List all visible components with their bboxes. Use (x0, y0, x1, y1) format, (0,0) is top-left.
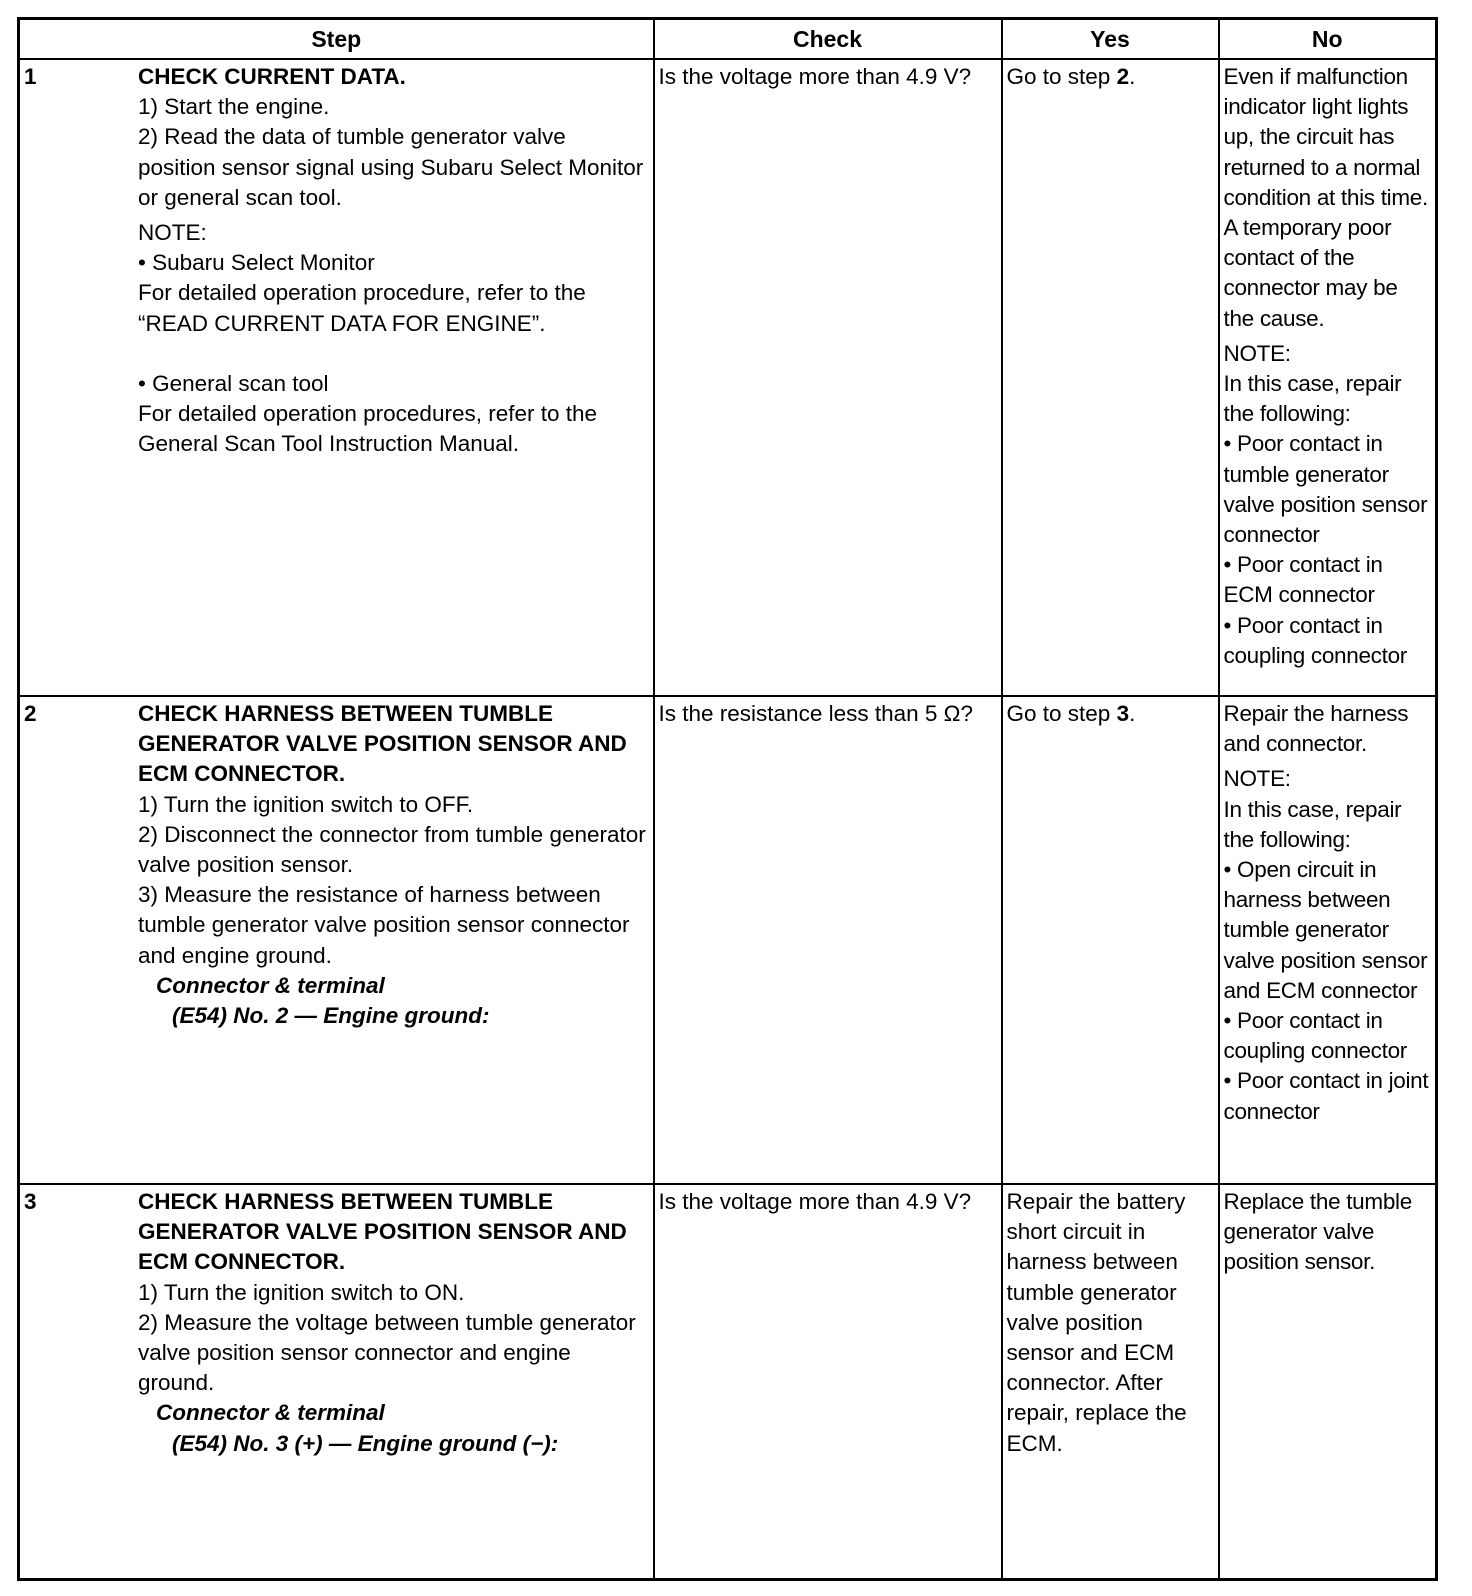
check-cell: Is the voltage more than 4.9 V? (654, 59, 1002, 696)
step-cell (19, 1184, 654, 1579)
step-cell (19, 59, 654, 696)
no-bullet: • Poor contact in joint connector (1223, 1068, 1429, 1124)
step-cell (19, 696, 654, 1184)
step-title: CHECK HARNESS BETWEEN TUMBLE GENERATOR VALVE POSITION SENSOR AND ECM CONNECTOR. (138, 1189, 627, 1275)
check-cell: Is the resistance less than 5 Ω? (654, 696, 1002, 1184)
step-instruction: 2) Read the data of tumble generator valve position sensor signal using Subaru Select Monitor or general scan tool. (138, 124, 644, 210)
note-bullet: • Subaru Select Monitor (138, 250, 375, 276)
no-bullet: • Poor contact in coupling connector (1223, 1008, 1407, 1064)
no-bullet: • Open circuit in harness between tumble generator valve position sensor and ECM connector (1223, 857, 1428, 1003)
yes-step-number: 2 (1116, 64, 1130, 89)
yes-step-number: 3 (1116, 701, 1130, 726)
step-instruction: 2) Disconnect the connector from tumble generator valve position sensor. (138, 821, 646, 878)
no-cell (1219, 696, 1437, 1184)
table-row (19, 696, 1437, 1184)
no-bullet: • Poor contact in ECM connector (1223, 552, 1383, 608)
step-instruction: 1) Turn the ignition switch to OFF. (138, 791, 474, 817)
yes-cell (1002, 59, 1219, 696)
step-title: CHECK HARNESS BETWEEN TUMBLE GENERATOR VALVE POSITION SENSOR AND ECM CONNECTOR. (138, 701, 627, 787)
no-text: Even if malfunction indicator light lights up, the circuit has returned to a normal condition at this time. A temporary poor contact of the connector may be the cause. (1223, 64, 1428, 331)
no-note-label: NOTE: (1223, 340, 1291, 366)
table-row (19, 59, 1437, 696)
no-bullet: • Poor contact in coupling connector (1223, 612, 1407, 668)
check-cell: Is the voltage more than 4.9 V? (654, 1184, 1002, 1579)
step-title: CHECK CURRENT DATA. (138, 64, 406, 89)
no-bullet: • Poor contact in tumble generator valve position sensor connector (1223, 431, 1428, 548)
no-note-intro: In this case, repair the following: (1223, 371, 1402, 427)
header-check: Check (654, 19, 1002, 60)
yes-suffix: . (1129, 701, 1136, 726)
no-note-label: NOTE: (1223, 766, 1291, 792)
yes-cell: Repair the battery short circuit in harness between tumble generator valve position sensor and ECM connector. After repair, replace the ECM. (1002, 1184, 1219, 1579)
yes-suffix: . (1129, 64, 1136, 89)
step-number: 3 (24, 1189, 37, 1214)
no-cell: Replace the tumble generator valve position sensor. (1219, 1184, 1437, 1579)
step-instruction: 1) Start the engine. (138, 94, 330, 120)
step-instruction: 3) Measure the resistance of harness between tumble generator valve position sensor connector and engine ground. (138, 882, 630, 968)
no-cell (1219, 59, 1437, 696)
header-row (19, 19, 1437, 60)
connector-label: Connector & terminal (156, 972, 385, 998)
yes-prefix: Go to step (1006, 64, 1117, 89)
note-text: For detailed operation procedure, refer to the “READ CURRENT DATA FOR ENGINE”. (138, 280, 586, 336)
header-yes: Yes (1002, 19, 1219, 60)
step-instruction: 2) Measure the voltage between tumble generator valve position sensor connector and engine ground. (138, 1309, 636, 1396)
step-number: 1 (24, 64, 37, 89)
connector-label: Connector & terminal (156, 1400, 385, 1426)
table-row (19, 1184, 1437, 1579)
yes-cell (1002, 696, 1219, 1184)
step-instruction: 1) Turn the ignition switch to ON. (138, 1279, 465, 1305)
connector-value: (E54) No. 3 (+) — Engine ground (−): (172, 1430, 559, 1456)
header-no: No (1219, 19, 1437, 60)
yes-prefix: Go to step (1006, 701, 1117, 726)
no-note-intro: In this case, repair the following: (1223, 796, 1402, 852)
header-step: Step (19, 19, 654, 60)
no-text: Repair the harness and connector. (1223, 701, 1409, 757)
note-label: NOTE: (138, 220, 207, 246)
diagnostic-table (17, 17, 1438, 1581)
connector-value: (E54) No. 2 — Engine ground: (172, 1003, 490, 1029)
note-text: For detailed operation procedures, refer to the General Scan Tool Instruction Manual. (138, 401, 598, 457)
note-bullet: • General scan tool (138, 370, 329, 396)
step-number: 2 (24, 701, 37, 726)
